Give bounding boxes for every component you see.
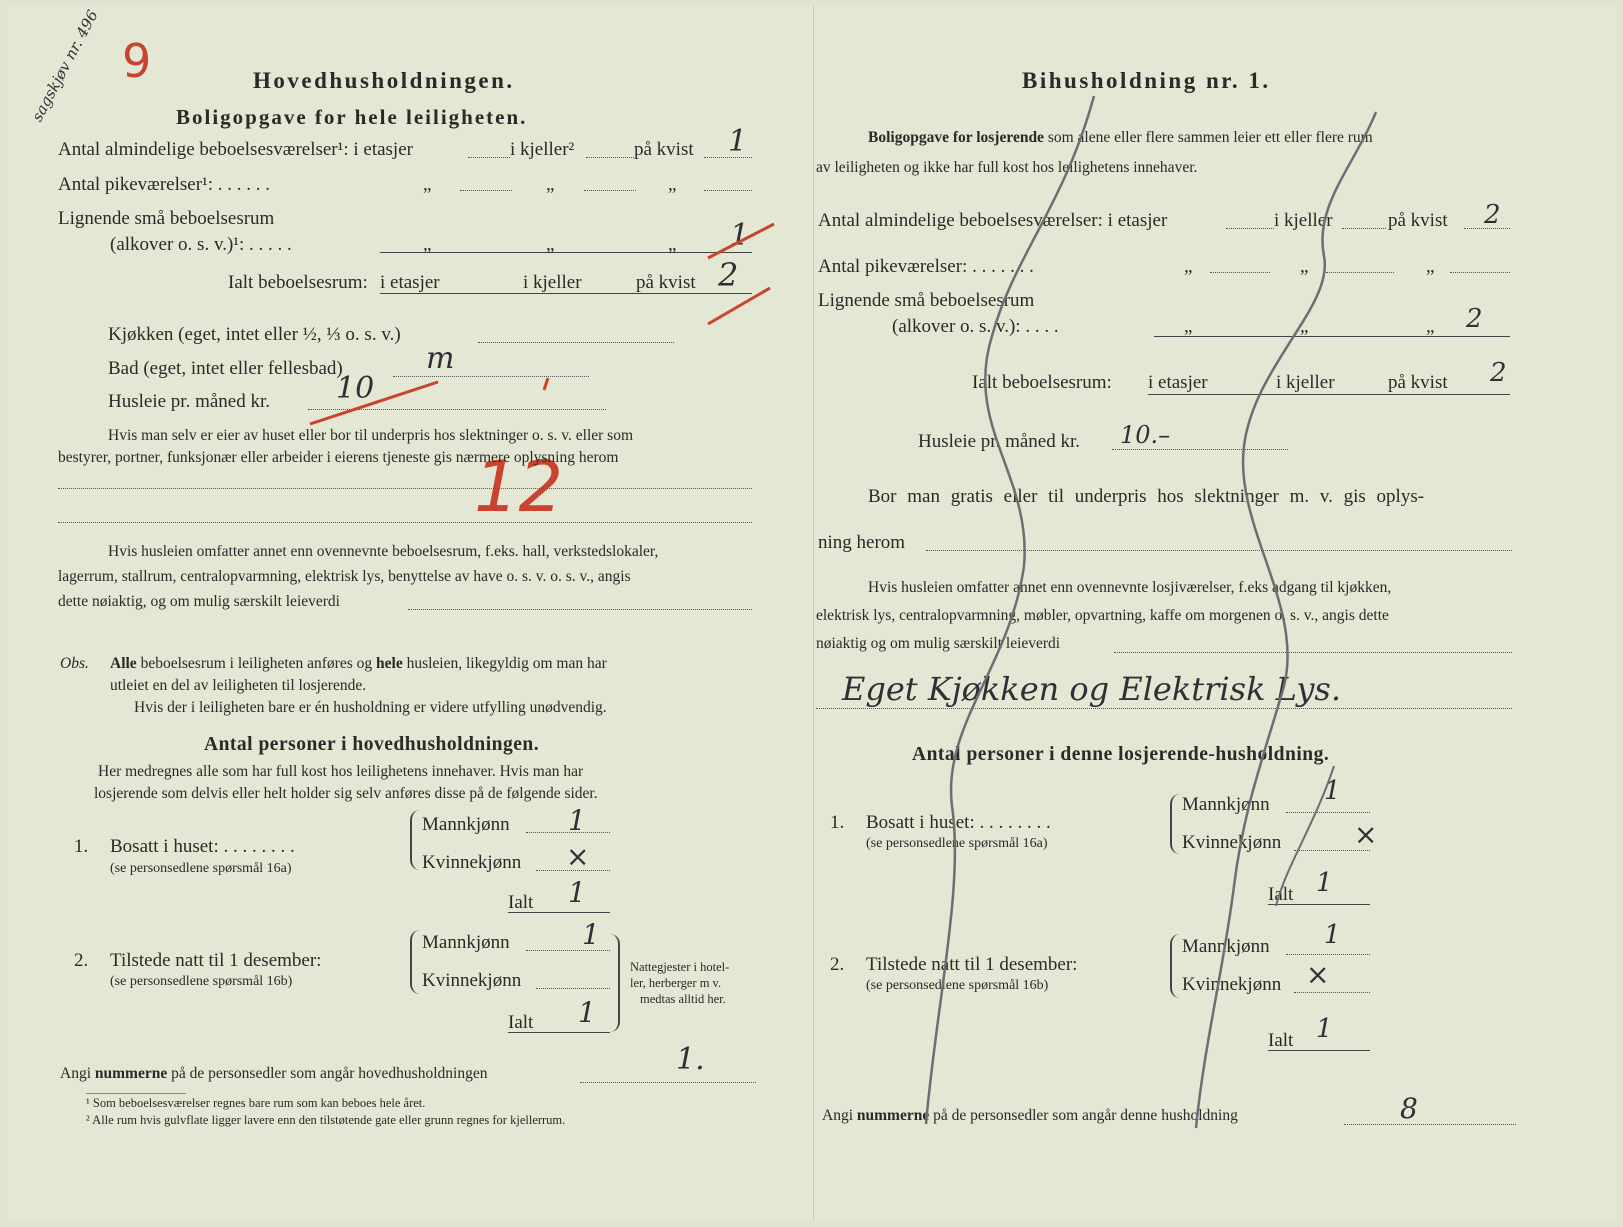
angi-value: 8 [1400, 1092, 1418, 1125]
field-line [393, 376, 589, 377]
ditto-mark: „ [668, 234, 677, 255]
paragraph: Hvis man selv er eier av huset eller bor til underpris hos slektninger o. s. v. eller som [108, 427, 634, 444]
footnote-rule [86, 1093, 186, 1094]
alkover-label: (alkover o. s. v.): . . . . [892, 316, 1059, 337]
nattegjester-note: ler, herberger m v. [630, 976, 722, 990]
mann-value: 1 [1324, 920, 1341, 950]
field-line [380, 252, 752, 253]
field-line [1344, 1124, 1516, 1125]
lignende-label: Lignende små beboelsesrum [58, 208, 275, 229]
obs-label: Obs. [60, 655, 89, 672]
kvist-label: på kvist [1388, 372, 1448, 393]
field-line [1154, 336, 1510, 337]
lignende-label: Lignende små beboelsesrum [818, 290, 1035, 311]
page-subtitle: Boligopgave for hele leiligheten. [176, 105, 528, 129]
etasjer-label: i etasjer [380, 272, 440, 293]
ditto-mark: „ [1426, 316, 1435, 337]
intro-bold: Boligopgave for losjerende [868, 129, 1044, 146]
field-line [1148, 394, 1510, 395]
obs-span: husleien, likegyldig om man har [406, 655, 607, 672]
field-line [1268, 904, 1370, 905]
kjeller-label: i kjeller² [510, 139, 575, 160]
question-number: 2. [74, 950, 89, 971]
husleie-value: 10.– [1120, 421, 1171, 449]
field-line [1210, 272, 1270, 273]
ditto-mark: „ [1184, 316, 1193, 337]
paragraph: bestyrer, portner, funksjonær eller arbeider i eierens tjeneste gis nærmere oplysning herom [58, 449, 619, 466]
intro-text: av leiligheten og ikke har full kost hos leilighetens innehaver. [816, 159, 1198, 176]
kvinne-label: Kvinnekjønn [1182, 832, 1282, 853]
obs-bold: hele [376, 655, 403, 672]
angi-span: Angi [822, 1107, 853, 1124]
ialt-value: 1 [568, 876, 586, 909]
obs-text [110, 654, 607, 674]
field-line [704, 190, 752, 191]
mann-label: Mannkjønn [422, 932, 510, 953]
paragraph: dette nøiaktig, og om mulig særskilt leieverdi [58, 593, 340, 610]
field-line [1286, 812, 1370, 813]
bad-label: Bad (eget, intet eller fellesbad) [108, 358, 343, 379]
paragraph: nøiaktig og om mulig særskilt leieverdi [816, 635, 1061, 652]
ditto-mark: „ [668, 174, 677, 195]
field-line [460, 190, 512, 191]
kvist-label: på kvist [1388, 210, 1448, 231]
obs-text: Hvis der i leiligheten bare er én husholdning er videre utfylling unødvendig. [134, 699, 607, 716]
question-sub: (se personsedlene spørsmål 16a) [110, 861, 292, 876]
question-number: 2. [830, 954, 845, 975]
nattegjester-note: Nattegjester i hotel- [630, 960, 730, 974]
rooms-label: Antal almindelige beboelsesværelser: i etasjer [818, 210, 1168, 231]
field-line [536, 988, 610, 989]
ditto-mark: „ [546, 234, 555, 255]
question-label: Tilstede natt til 1 desember: [110, 950, 322, 971]
question-label: Bosatt i huset: . . . . . . . . [866, 812, 1051, 833]
angi-value: 1. [676, 1042, 705, 1077]
mann-value: 1 [1324, 776, 1341, 806]
ialt-label: Ialt [508, 892, 534, 913]
ialt-rum-value: 2 [1490, 358, 1507, 388]
ialt-value: 1 [1316, 868, 1333, 898]
pike-label: Antal pikeværelser¹: . . . . . . [58, 174, 271, 195]
kvist-label: på kvist [634, 139, 694, 160]
field-line [1294, 992, 1370, 993]
brace [410, 810, 420, 870]
ditto-mark: „ [1184, 256, 1193, 277]
ialt-label: Ialt [1268, 884, 1294, 905]
ditto-mark: „ [1300, 316, 1309, 337]
field-line [508, 912, 610, 913]
alkover-value: 2 [1466, 304, 1483, 334]
kjeller-label: i kjeller [1276, 372, 1335, 393]
field-line [926, 550, 1512, 551]
obs-bold: Alle [110, 655, 137, 672]
field-line [58, 488, 752, 489]
field-line [408, 609, 752, 610]
paragraph: Hvis husleien omfatter annet enn ovennevnte losjiværelser, f.eks adgang til kjøkken, [868, 579, 1392, 596]
ditto-mark: „ [1426, 256, 1435, 277]
kvinne-label: Kvinnekjønn [1182, 974, 1282, 995]
alkover-value: 1 [730, 218, 750, 253]
ialt-rum-label: Ialt beboelsesrum: [972, 372, 1112, 393]
question-label: Tilstede natt til 1 desember: [866, 954, 1078, 975]
field-line [380, 293, 752, 294]
red-annotation: 12 [474, 446, 564, 528]
kvinne-label: Kvinnekjønn [422, 970, 522, 991]
nattegjester-note: medtas alltid her. [640, 992, 726, 1006]
kvinne-value: × [1306, 958, 1330, 991]
obs-text: utleiet en del av leiligheten til losjerende. [110, 677, 367, 694]
etasjer-label: i etasjer [1148, 372, 1208, 393]
husleie-label: Husleie pr. måned kr. [918, 431, 1080, 452]
page-title: Bihusholdning nr. 1. [1022, 68, 1271, 93]
brace [608, 934, 620, 1032]
kvinne-label: Kvinnekjønn [422, 852, 522, 873]
kvist-value: 1 [728, 124, 748, 159]
husleie-label: Husleie pr. måned kr. [108, 391, 270, 412]
field-line [1112, 449, 1288, 450]
question-sub: (se personsedlene spørsmål 16b) [866, 978, 1049, 993]
angi-text [822, 1106, 1238, 1126]
angi-bold: nummerne [94, 1065, 168, 1082]
paragraph: elektrisk lys, centralopvarmning, møbler, opvartning, kaffe om morgenen o. s. v., angis dette [816, 607, 1389, 624]
field-line [508, 1032, 610, 1033]
field-line [1326, 272, 1394, 273]
paragraph: Hvis husleien omfatter annet enn ovennevnte beboelsesrum, f.eks. hall, verkstedslokaler, [108, 543, 659, 560]
ditto-mark: „ [423, 174, 432, 195]
field-line [308, 409, 606, 410]
question-sub: (se personsedlene spørsmål 16a) [866, 836, 1048, 851]
kjokken-label: Kjøkken (eget, intet eller ½, ⅓ o. s. v.) [108, 324, 401, 345]
question-label: Bosatt i huset: . . . . . . . . [110, 836, 295, 857]
right-page [814, 6, 1617, 1221]
rooms-label: Antal almindelige beboelsesværelser¹: i etasjer [58, 139, 413, 160]
question-sub: (se personsedlene spørsmål 16b) [110, 974, 293, 989]
kvinne-value: × [566, 840, 590, 873]
angi-bold: nummerne [856, 1107, 930, 1124]
ialt-rum-value: 2 [718, 256, 739, 294]
angi-text [60, 1064, 487, 1084]
field-kjeller [586, 157, 634, 158]
husleie-value: 10 [336, 371, 375, 406]
angi-span: på de personsedler som angår denne husholdning [933, 1107, 1238, 1124]
ialt-label: Ialt [1268, 1030, 1294, 1051]
field-line [584, 190, 636, 191]
mann-value: 1 [582, 918, 600, 951]
angi-span: Angi [60, 1065, 91, 1082]
bad-value: m [426, 341, 455, 376]
persons-text: Her medregnes alle som har full kost hos leilighetens innehaver. Hvis man har [98, 763, 584, 780]
ditto-mark: „ [423, 234, 432, 255]
mann-label: Mannkjønn [1182, 936, 1270, 957]
field-etasjer [468, 157, 510, 158]
ialt-rum-label: Ialt beboelsesrum: [228, 272, 368, 293]
field-line [58, 522, 752, 523]
question-number: 1. [830, 812, 845, 833]
field-line [1450, 272, 1510, 273]
persons-title: Antal personer i hovedhusholdningen. [204, 734, 540, 755]
alkover-label: (alkover o. s. v.)¹: . . . . . [110, 234, 292, 255]
persons-title: Antal personer i denne losjerende-husholdning. [912, 744, 1330, 765]
paragraph: lagerrum, stallrum, centralopvarmning, elektrisk lys, benyttelse av have o. s. v. o. s. v., angis [58, 568, 631, 585]
ditto-mark: „ [1300, 256, 1309, 277]
mann-label: Mannkjønn [1182, 794, 1270, 815]
ialt-value: 1 [1316, 1014, 1333, 1044]
ialt-label: Ialt [508, 1012, 534, 1033]
pike-label: Antal pikeværelser: . . . . . . . [818, 256, 1034, 277]
persons-text: losjerende som delvis eller helt holder sig selv anføres disse på de følgende sider. [94, 785, 598, 802]
angi-span: på de personsedler som angår hovedhusholdningen [171, 1065, 488, 1082]
kvist-value: 2 [1484, 200, 1501, 230]
obs-span: beboelsesrum i leiligheten anføres og [140, 655, 373, 672]
field-line [1114, 652, 1512, 653]
field-line [580, 1082, 756, 1083]
handwritten-answer: Eget Kjøkken og Elektrisk Lys. [842, 670, 1341, 708]
brace [1170, 794, 1180, 854]
mann-value: 1 [568, 804, 586, 837]
left-page [8, 6, 814, 1221]
margin-number: 9 [122, 34, 152, 88]
field-line [1286, 954, 1370, 955]
ialt-value: 1 [578, 996, 596, 1029]
kjeller-label: i kjeller [1274, 210, 1333, 231]
mann-label: Mannkjønn [422, 814, 510, 835]
intro-text [868, 128, 1373, 148]
footnote: ² Alle rum hvis gulvflate ligger lavere enn den tilstøtende gate eller grunn regnes for kjellerrum. [86, 1113, 566, 1127]
paragraph: Bor man gratis eller til underpris hos slektninger m. v. gis oplys- [868, 486, 1425, 507]
kvinne-value: × [1354, 818, 1378, 851]
field-kjeller [1342, 228, 1386, 229]
margin-note: sagskjøv nr. 496 [28, 7, 102, 125]
kvist-label: på kvist [636, 272, 696, 293]
kjeller-label: i kjeller [523, 272, 582, 293]
field-line [478, 342, 674, 343]
field-etasjer [1226, 228, 1274, 229]
footnote: ¹ Som beboelsesværelser regnes bare rum som kan beboes hele året. [86, 1096, 426, 1110]
page-title: Hovedhusholdningen. [253, 68, 515, 93]
paragraph: ning herom [818, 532, 906, 553]
field-line [816, 708, 1512, 709]
intro-span: som alene eller flere sammen leier ett eller flere rum [1047, 129, 1373, 146]
brace [410, 930, 420, 994]
ditto-mark: „ [546, 174, 555, 195]
field-line [1268, 1050, 1370, 1051]
brace [1170, 934, 1180, 998]
question-number: 1. [74, 836, 89, 857]
